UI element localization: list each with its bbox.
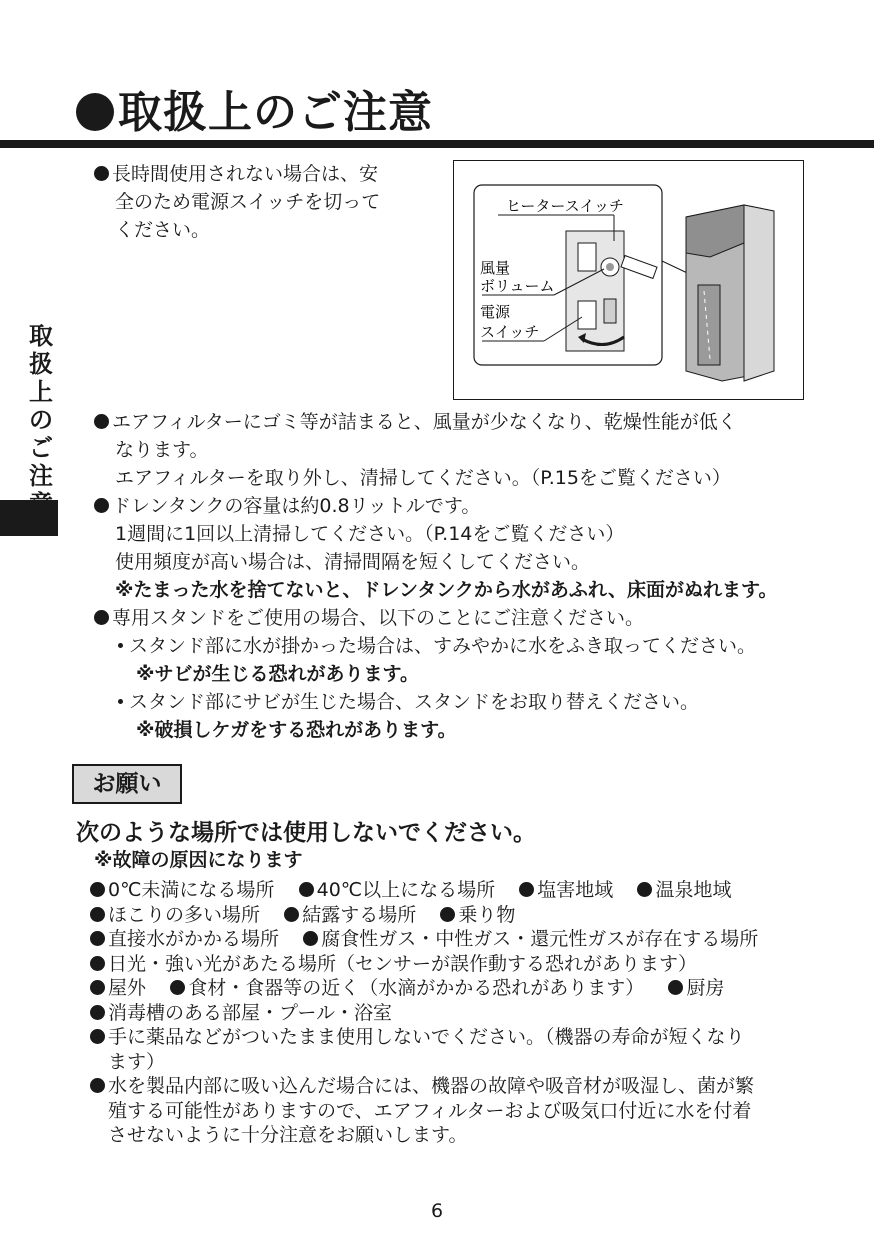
bullet-icon: [90, 907, 105, 922]
bullet-icon: [440, 907, 455, 922]
place-text: 水を製品内部に吸い込んだ場合には、機器の故障や吸音材が吸湿し、菌が繁: [108, 1075, 755, 1097]
bullet-icon: [94, 166, 109, 181]
label-volume-2: ボリューム: [480, 277, 555, 295]
page-title: [76, 76, 433, 140]
place-row: [90, 1074, 758, 1099]
place-list: [90, 878, 758, 1148]
item-text: エアフィルターにゴミ等が詰まると、風量が少なくなり、乾燥性能が低く: [112, 411, 737, 433]
place-text: 手に薬品などがついたまま使用しないでください。（機器の寿命が短くなり: [108, 1026, 745, 1048]
place-row: [90, 903, 758, 928]
list-item: [94, 160, 380, 244]
bullet-icon: [90, 1078, 105, 1093]
bullet-icon: [668, 980, 683, 995]
section-heading: 次のような場所では使用しないでください。: [76, 820, 536, 846]
item-text: 専用スタンドをご使用の場合、以下のことにご注意ください。: [112, 607, 645, 629]
warning-text: ※サビが生じる恐れがあります。: [136, 663, 419, 685]
place-text: 腐食性ガス・中性ガス・還元性ガスが存在する場所: [321, 928, 759, 950]
bullet-icon: [76, 93, 114, 131]
bullet-icon: [94, 498, 109, 513]
page-number: 6: [430, 1200, 444, 1222]
warning-text: ※たまった水を捨てないと、ドレンタンクから水があふれ、床面がぬれます。: [115, 579, 778, 601]
request-badge: お願い: [72, 764, 182, 804]
place-row: [90, 878, 758, 903]
place-row: [90, 1001, 758, 1026]
item-text: 使用頻度が高い場合は、清掃間隔を短くしてください。: [115, 551, 591, 573]
side-tab-label: [26, 322, 56, 518]
side-char: 注: [29, 462, 53, 490]
item-text: ください。: [115, 219, 211, 241]
dryer-illustration: [453, 160, 804, 400]
side-char: 取: [29, 322, 53, 350]
place-text: 結露する場所: [302, 903, 417, 926]
bullet-icon: [90, 1029, 105, 1044]
place-row: [90, 927, 758, 952]
bullet-icon: [299, 882, 314, 897]
place-text: 直接水がかかる場所: [108, 928, 280, 950]
place-text: 食材・食器等の近く（水滴がかかる恐れがあります）: [188, 977, 645, 999]
bullet-icon: [637, 882, 652, 897]
label-power-2: スイッチ: [480, 323, 540, 341]
place-text: 殖する可能性がありますので、エアフィルターおよび吸気口付近に水を付着: [108, 1099, 752, 1122]
bullet-icon: [303, 931, 318, 946]
item-text: スタンド部にサビが生じた場合、スタンドをお取り替えください。: [129, 691, 700, 713]
small-bullet-icon: [118, 699, 123, 704]
place-text: させないように十分注意をお願いします。: [108, 1124, 468, 1146]
notice-list: [94, 408, 777, 744]
request-note: ※故障の原因になります: [94, 849, 303, 871]
place-text: ます）: [108, 1050, 166, 1073]
bullet-icon: [94, 414, 109, 429]
place-text: 0℃未満になる場所: [108, 879, 275, 901]
side-char: 上: [29, 378, 53, 406]
bullet-icon: [90, 931, 105, 946]
item-text: 長時間使用されない場合は、安: [112, 163, 379, 185]
place-text: 日光・強い光があたる場所（センサーが誤作動する恐れがあります）: [108, 952, 698, 975]
bullet-icon: [90, 882, 105, 897]
bullet-icon: [519, 882, 534, 897]
bullet-icon: [284, 907, 299, 922]
place-row: [90, 952, 758, 977]
side-char: の: [29, 406, 53, 434]
place-text: 温泉地域: [655, 879, 732, 901]
place-row: [90, 976, 758, 1001]
item-text: スタンド部に水が掛かった場合は、すみやかに水をふき取ってください。: [129, 635, 757, 657]
bullet-icon: [90, 980, 105, 995]
side-tab-marker: [0, 500, 58, 536]
place-row: [90, 1025, 758, 1050]
item-text: 全のため電源スイッチを切って: [115, 191, 381, 213]
side-char: ご: [29, 434, 53, 462]
label-heater-switch: ヒータースイッチ: [506, 197, 625, 215]
bullet-icon: [94, 610, 109, 625]
page-title-text: 取扱上のご注意: [118, 87, 433, 138]
place-text: 屋外: [108, 977, 147, 999]
bullet-icon: [90, 956, 105, 971]
place-text: ほこりの多い場所: [108, 903, 261, 926]
item-text: 1週間に1回以上清掃してください。（P.14をご覧ください）: [115, 523, 625, 545]
item-text: エアフィルターを取り外し、清掃してください。（P.15をご覧ください）: [115, 467, 731, 489]
place-text: 乗り物: [458, 903, 516, 926]
side-char: 扱: [29, 350, 53, 378]
label-volume-1: 風量: [480, 259, 511, 277]
item-text: ドレンタンクの容量は約0.8リットルです。: [112, 495, 481, 517]
warning-text: ※破損しケガをする恐れがあります。: [136, 719, 457, 741]
label-power-1: 電源: [480, 303, 511, 321]
place-text: 40℃以上になる場所: [316, 879, 496, 901]
small-bullet-icon: [118, 643, 123, 648]
place-text: 塩害地域: [537, 879, 614, 901]
bullet-icon: [90, 1005, 105, 1020]
bullet-icon: [170, 980, 185, 995]
title-rule: [0, 140, 874, 148]
item-text: なります。: [115, 439, 209, 461]
dryer-drawing: [454, 161, 803, 398]
place-text: 消毒槽のある部屋・プール・浴室: [108, 1001, 393, 1024]
place-text: 厨房: [686, 977, 725, 999]
